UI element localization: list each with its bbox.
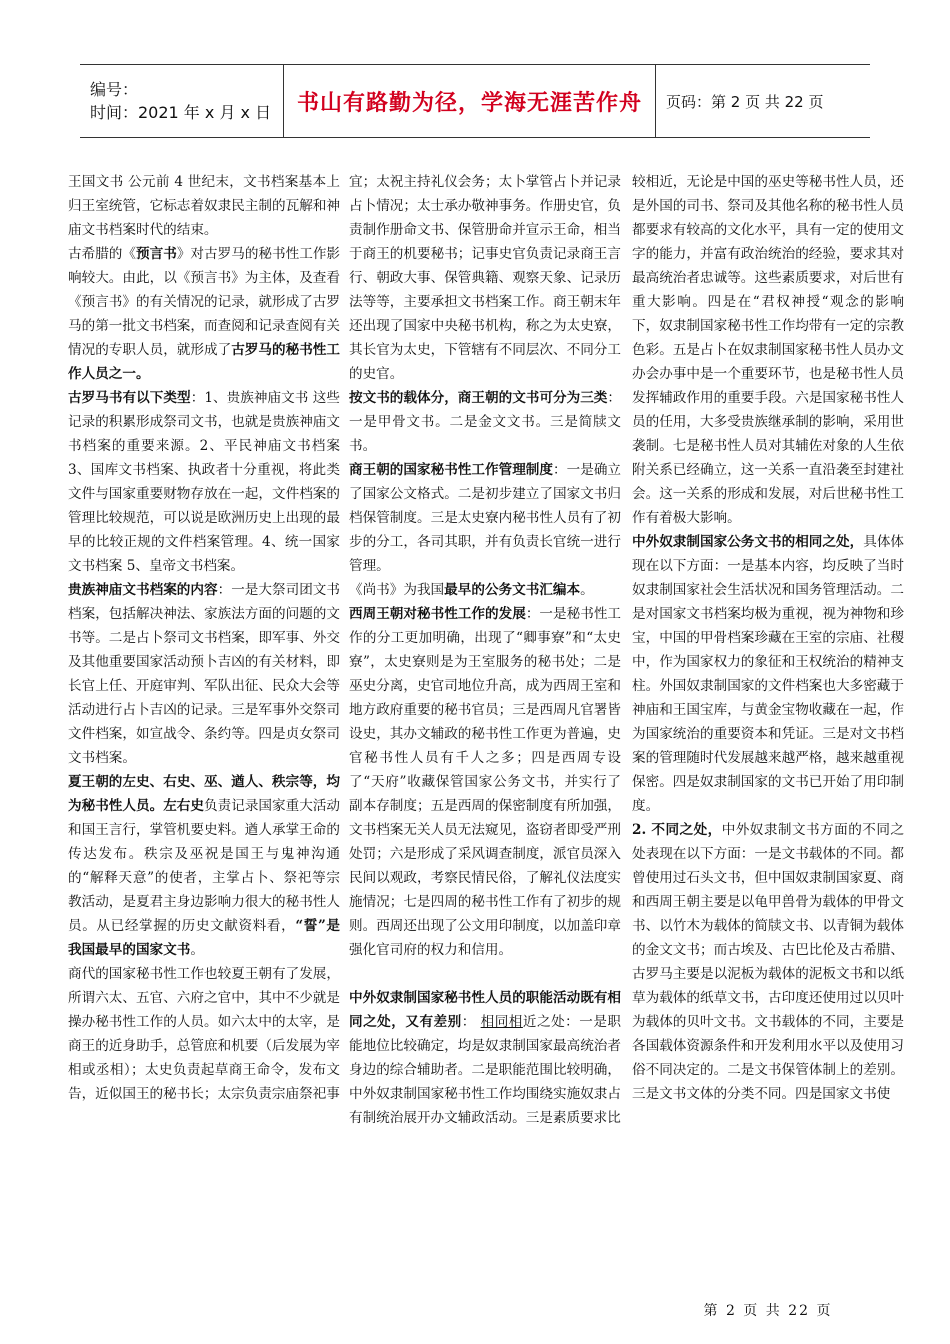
text: 中外奴隶制文书方面的不同之处表现在以下方面：一是文书载体的不同。都曾使用过石头文书，但中国奴隶制国家夏、商和西周王朝主要是以龟甲兽骨为载体的甲骨文书、以竹木为载体的简牍文书、以青铜为载体的金文文书；而古埃及、古巴比伦及古希腊、古罗马主要是以泥板为载体的泥板文书和以纸草为载体的纸草文书，古印度还使用过以贝叶为载体的贝叶文书。文书载体的不同，主要是各国载体资源条件和开发利用水平以及使用习俗不同决定的。二是文书保管体制上的差别。三是文书文体的分类不同。四是国家文书使: [632, 822, 904, 1102]
bold-text: 古罗马书有以下类型: [68, 390, 191, 406]
text: 宜；太祝主持礼仪会务；太卜掌管占卜并记录占卜情况；太士承办敬神事务。作册史官，负责制作册命文书、保管册命并宣示王命，相当于商王的机要秘书；记事史官负责记录商王言行、朝政大事、保管典籍、观察天象、记录历法等等，主要承担文书档案工作。商王朝末年还出现了国家中央秘书机构，称之为太史寮，其长官为太史，下管辖有不同层次、不同分工的史官。: [349, 174, 621, 382]
paragraph: [68, 170, 340, 242]
bold-text: 按文书的载体分，商王朝的文书可分为三类: [349, 390, 608, 406]
underlined-text: 相同相: [480, 1014, 523, 1030]
paragraph: [68, 386, 340, 578]
paragraph: [68, 242, 340, 386]
paragraph: [349, 458, 621, 578]
text: ：: [461, 1014, 481, 1030]
text: 具体体现在以下方面：一是基本内容，均反映了当时奴隶制国家社会生活状况和国务管理活动。二是对国家文书档案均极为重视，视为神物和珍宝，中国的甲骨档案珍藏在王室的宗庙、社稷中，作为国家权力的象征和王权统治的精神支柱。外国奴隶制国家的文件档案也大多密藏于神庙和王国宝库，与黄金宝物收藏在一起，作为国家统治的重要资本和凭证。三是对文书档案的管理随时代发展越来越严格，越来越重视保密。四是奴隶制国家的文书已开始了用印制度。: [632, 534, 905, 814]
header-meta: [80, 65, 283, 137]
text: 王国文书 公元前 4 世纪末，文书档案基本上归王室统管，它标志着奴隶民主制的瓦解和神庙文书档案时代的结束。: [68, 174, 340, 238]
bold-text: 西周王朝对秘书性工作的发展: [349, 606, 526, 622]
bold-text: 商王朝的国家秘书性工作管理制度: [349, 462, 554, 478]
bold-text: 中外奴隶制国家公务文书的相同之处，: [632, 534, 864, 550]
page-info: 页码：第 2 页 共 22 页: [666, 92, 824, 111]
date-label: 时间：2021 年 x 月 x 日: [90, 103, 272, 122]
text: 商代的国家秘书性工作也较夏王朝有了发展，所谓六太、五官、六府之官中，其中不少就是操办秘书性工作的人员。如六太中的太宰，是商王的近身助手，总管庶和机要（后发展为宰相或丞相）；太史负责起草商王命令，发布文告，近似国王的秘书长；太宗负责宗庙祭祀事: [68, 966, 340, 1102]
paragraph: [349, 578, 621, 602]
bold-text: 2. 不同之处，: [632, 822, 722, 838]
paragraph: [68, 962, 340, 1106]
bold-text: 最早的公务文书汇编本: [444, 582, 581, 598]
text: 较相近，无论是中国的巫史等秘书性人员，还是外国的司书、祭司及其他名称的秘书性人员都要求有较高的文化水平，具有一定的使用文字的能力，并富有政治统治的经验，要求其对最高统治者忠诚等。这些素质要求，对后世有重大影响。四是在“君权神授“观念的影响下，奴隶制国家秘书性工作均带有一定的宗教色彩。五是占卜在奴隶制国家秘书性人员办文办会办事中是一个重要环节，也是秘书性人员发挥辅政作用的重要手段。六是国家秘书性人员的任用，大多受贵族继承制的影响，采用世袭制。七是秘书性人员对其辅佐对象的人生依附关系已经确立，这一关系一直沿袭至封建社会。这一关系的形成和发展，对后世秘书性工作有着极大影响。: [632, 174, 904, 526]
text: 。: [190, 942, 204, 958]
text: ：一是秘书性工作的分工更加明确，出现了“卿事寮”和“太史寮”，太史寮则是为王室服务的秘书处；二是巫史分离，史官司地位升高，成为西周王室和地方政府重要的秘书官员；三是西周凡官署皆设史，其办文辅政的秘书性工作更为普遍，史官秘书性人员有千人之多；四是西周专设了“天府”收藏保管国家公务文书，并实行了副本存制度；五是西周的保密制度有所加强，文书档案无关人员无法窥见，盗窃者即受严刑处罚；六是形成了采风调查制度，派官员深入民间以观政，考察民情民俗，了解礼仪法度实施情况；七是四周的秘书性工作有了初步的规则。西周还出现了公文用印制度，以加盖印章强化官司府的权力和信用。: [349, 606, 622, 958]
code-label: 编号：: [90, 80, 139, 99]
bold-text: 中外奴隶制国家秘书性人员的职能活动既有相同之处，又有差别: [349, 990, 621, 1030]
bold-text: 预言书: [136, 246, 177, 262]
page-header: [80, 64, 870, 138]
text: 负责记录国家重大活动和国王言行，掌管机要史料。遒人承掌王命的传达发布。秩宗及巫祝是国王与鬼神沟通的“解释天意”的使者，主掌占卜、祭祀等宗教活动，是夏君主身边影响力很大的秘书性人员。从已经掌握的历史文献资料看，: [68, 798, 341, 934]
paragraph: [632, 170, 904, 530]
paragraph: [349, 170, 621, 386]
bold-text: 贵族神庙文书档案的内容: [68, 582, 218, 598]
bold-text: “誓”是我国最早的国家文书: [68, 918, 340, 958]
text: ：一是确立了国家公文格式。二是初步建立了国家文书归档保管制度。三是太史寮内秘书性人员有了初步的分工，各司其职，并有负责长官统一进行管理。: [349, 462, 622, 574]
page-footer: 第 2 页 共 22 页: [703, 1303, 833, 1319]
text: ：一是甲骨文书。二是金文文书。三是简牍文书。: [349, 390, 621, 454]
bold-text: 夏王朝的左史、右史、巫、遒人、秩宗等，均为秘书性人员。左右史: [68, 774, 340, 814]
text: ：1、贵族神庙文书 这些记录的积累形成祭司文书，也就是贵族神庙文书档案的重要来源。2、平民神庙文书档案 3、国库文书档案、执政者十分重视，将此类文件与国家重要财物存放在一起，文件档案的管理比较规范，可以说是欧洲历史上出现的最早的比较正规的文件档案管理。4、统一国家文书档案 5、皇帝文书档案。: [68, 390, 340, 574]
text-column-3: [632, 170, 904, 1106]
paragraph: [349, 386, 621, 458]
text-column-1: [68, 170, 340, 1106]
text-column-2: [349, 170, 621, 1130]
text: 》对古罗马的秘书性工作影响较大。由此，以《预言书》为主体，及查看《预言书》的有关情况的记录，就形成了古罗马的第一批文书档案，而查阅和记录查阅有关情况的专职人员，就形成了: [68, 246, 341, 358]
bold-text: 古罗马的秘书性工作人员之一。: [68, 342, 340, 382]
text: 古希腊的《: [68, 246, 137, 262]
paragraph: [632, 818, 904, 1106]
header-page-cell: [656, 65, 870, 137]
text: 。: [580, 582, 594, 598]
paragraph: [632, 530, 904, 818]
paragraph: [349, 986, 621, 1130]
spacer: [349, 962, 621, 986]
text: 近之处：一是职能地位比较确定，均是奴隶制国家最高统治者身边的综合辅助者。二是职能范围比较明确，中外奴隶制国家秘书性工作均围绕实施奴隶占有制统治展开办文辅政活动。三是素质要求比: [349, 1014, 622, 1126]
paragraph: [68, 578, 340, 770]
paragraph: [349, 602, 621, 962]
text: 《尚书》为我国: [349, 582, 445, 598]
text: ：一是大祭司团文书档案，包括解决神法、家族法方面的问题的文书等。二是占卜祭司文书档案，即军事、外交及其他重要国家活动预卜吉凶的有关材料，即长官上任、开庭审判、军队出征、民众大会等活动进行占卜吉凶的记录。三是军事外交祭司文件档案，如宣战令、条约等。四是贞女祭司文书档案。: [68, 582, 341, 766]
motto: 书山有路勤为径，学海无涯苦作舟: [296, 90, 642, 116]
paragraph: [68, 770, 340, 962]
header-motto-cell: [283, 65, 656, 137]
